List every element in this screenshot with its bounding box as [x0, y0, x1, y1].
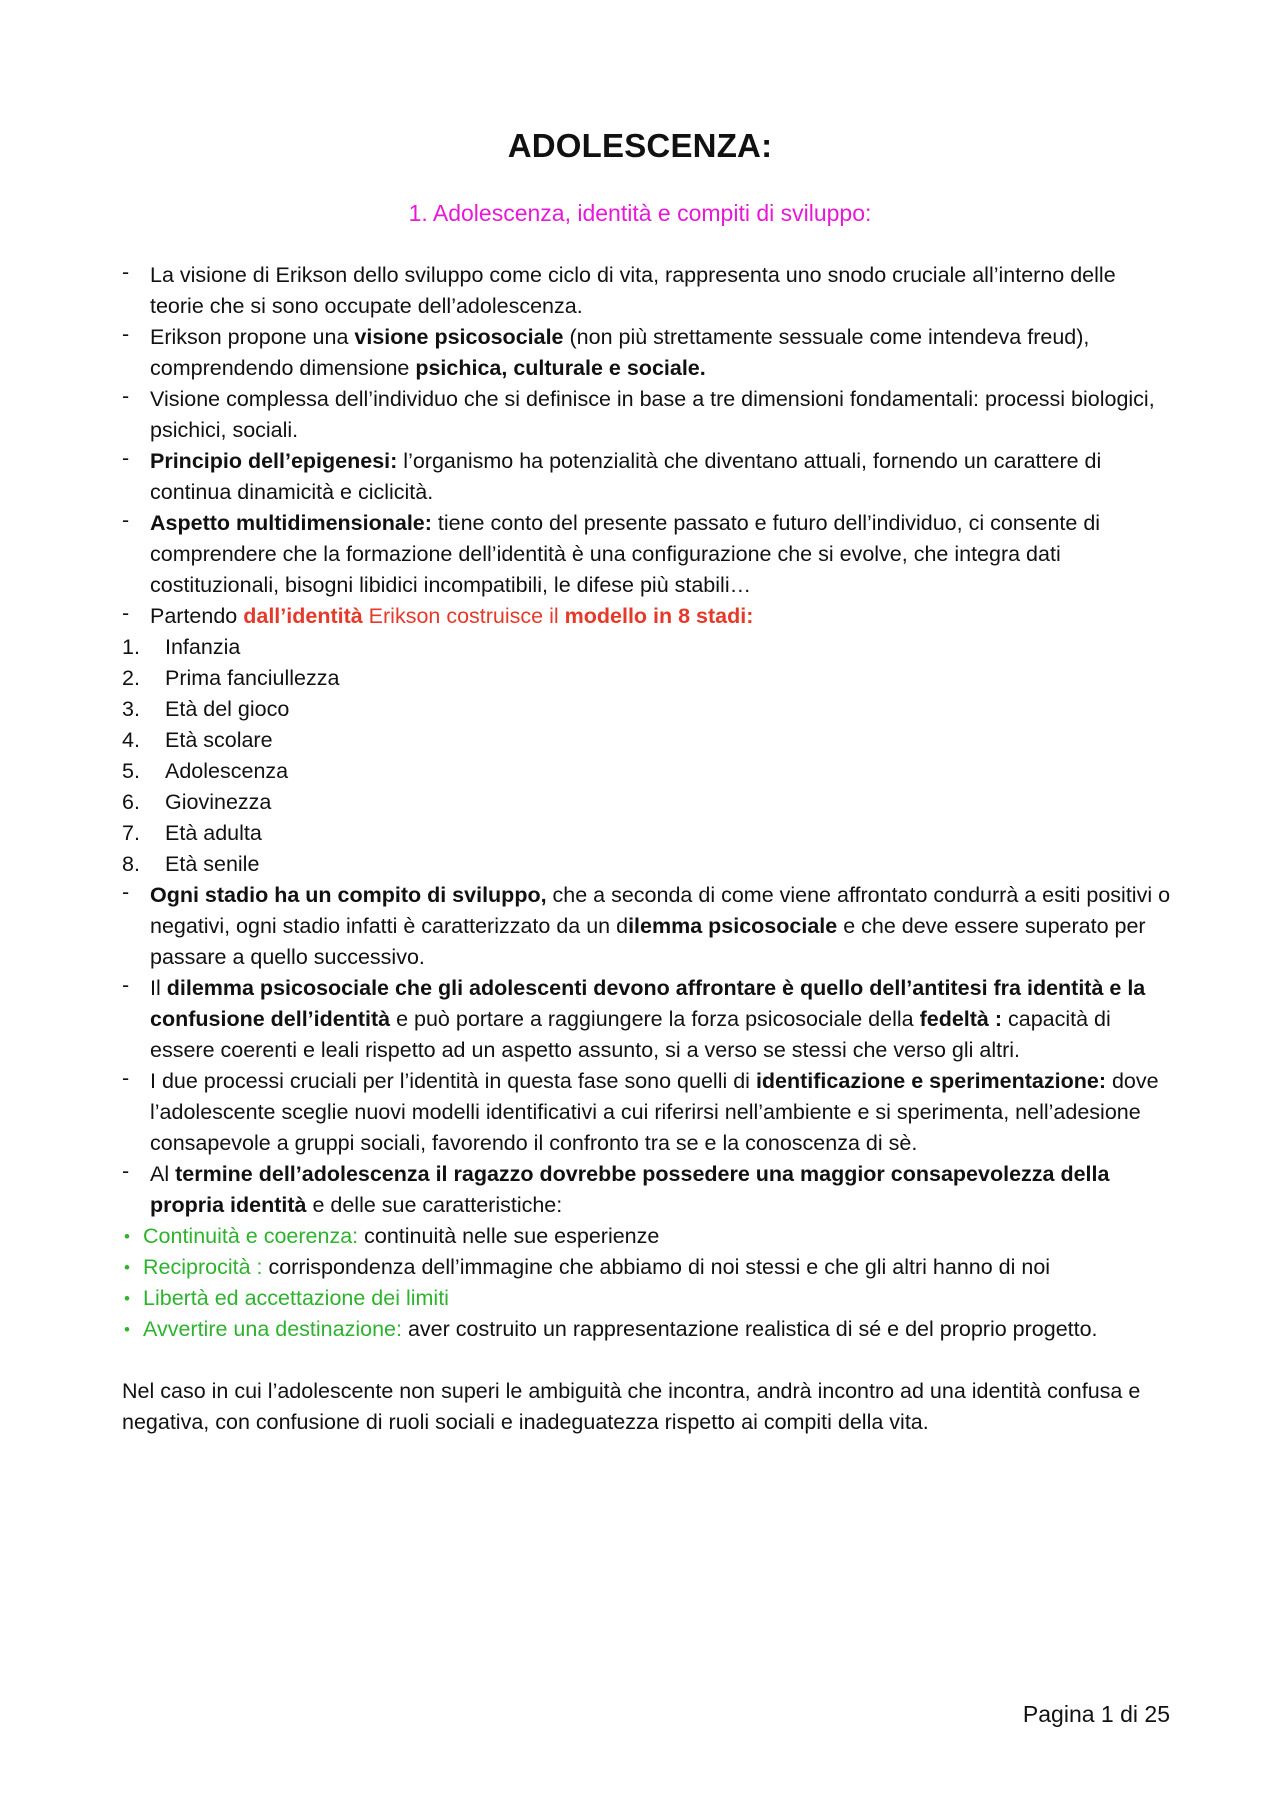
list-item: - I due processi cruciali per l’identità in questa fase sono quelli di identificazione e sperimentazione: dove l’adolescente sceglie nuovi modelli identificativi a cui riferirsi nell’ambiente e si sperimenta, nell’adesione consapevole a gruppi sociali, favorendo il confronto tra se e la conoscenza di sè. — [122, 1066, 1172, 1159]
section-heading: 1. Adolescenza, identità e compiti di sviluppo: — [408, 200, 872, 226]
closing-paragraph: Nel caso in cui l’adolescente non superi le ambiguità che incontra, andrà incontro ad una identità confusa e negativa, con confusione di ruoli sociali e inadeguatezza rispetto ai compiti della vita. — [122, 1379, 1141, 1434]
list-item: - Ogni stadio ha un compito di sviluppo, che a seconda di come viene affrontato condurrà a esiti positivi o negativi, ogni stadio infatti è caratterizzato da un dilemma psicosociale e che deve essere superato per passare a quello successivo. — [122, 880, 1172, 973]
list-item: - Al termine dell’adolescenza il ragazzo dovrebbe possedere una maggior consapevolezza della propria identità e delle sue caratteristiche: — [122, 1159, 1172, 1221]
page-number: Pagina 1 di 25 — [1022, 1701, 1170, 1727]
stage-item: 5. Adolescenza — [122, 759, 289, 783]
stage-item: 2. Prima fanciullezza — [122, 666, 340, 690]
document-body — [122, 260, 1172, 1460]
stage-item: 6. Giovinezza — [122, 790, 272, 814]
list-item: - Erikson propone una visione psicosociale (non più strettamente sessuale come intendeva freud), comprendendo dimensione psichica, culturale e sociale. — [122, 322, 1172, 384]
list-item: - Visione complessa dell’individuo che si definisce in base a tre dimensioni fondamentali: processi biologici, psichici, sociali. — [122, 384, 1172, 446]
page-title: ADOLESCENZA: — [507, 127, 773, 164]
bullet-item: • Reciprocità : corrispondenza dell’immagine che abbiamo di noi stessi e che gli altri hanno di noi — [122, 1252, 1172, 1283]
stages-list — [122, 632, 1172, 880]
list-item: - La visione di Erikson dello sviluppo come ciclo di vita, rappresenta uno snodo cruciale all’interno delle teorie che si sono occupate dell’adolescenza. — [122, 260, 1172, 322]
list-item: - Principio dell’epigenesi: l’organismo ha potenzialità che diventano attuali, fornendo un carattere di continua dinamicità e ciclicità. — [122, 446, 1172, 508]
stage-item: 7. Età adulta — [122, 821, 262, 845]
bullet-item: • Continuità e coerenza: continuità nelle sue esperienze — [122, 1221, 1172, 1252]
stage-item: 3. Età del gioco — [122, 697, 290, 721]
list-item: - Aspetto multidimensionale: tiene conto del presente passato e futuro dell’individuo, ci consente di comprendere che la formazione dell’identità è una configurazione che si evolve, che integra dati costituzionali, bisogni libidici incompatibili, le difese più stabili… — [122, 508, 1172, 601]
stage-item: 1. Infanzia — [122, 635, 241, 659]
stage-item: 8. Età senile — [122, 852, 260, 876]
list-item: - Il dilemma psicosociale che gli adolescenti devono affrontare è quello dell’antitesi fra identità e la confusione dell’identità e può portare a raggiungere la forza psicosociale della fedeltà : capacità di essere coerenti e leali rispetto ad un aspetto assunto, si a verso se stessi che verso gli altri. — [122, 973, 1172, 1066]
list-item: - Partendo dall’identità Erikson costruisce il modello in 8 stadi: — [122, 601, 1172, 632]
characteristics-list — [122, 1221, 1172, 1345]
stage-item: 4. Età scolare — [122, 728, 273, 752]
bullet-item: • Libertà ed accettazione dei limiti — [122, 1283, 1172, 1314]
bullet-item: • Avvertire una destinazione: aver costruito un rappresentazione realistica di sé e del proprio progetto. — [122, 1314, 1172, 1345]
